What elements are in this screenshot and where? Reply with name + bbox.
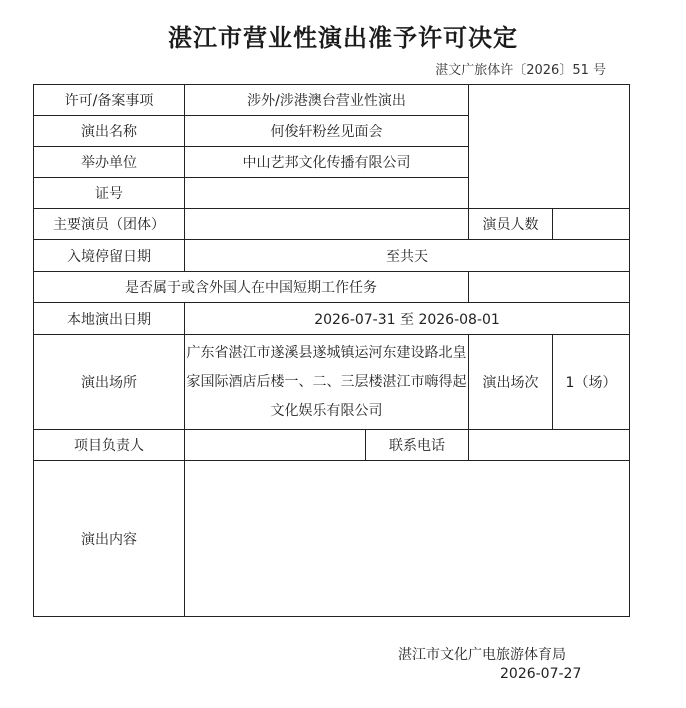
venue-label: 演出场所 <box>34 335 185 430</box>
local-dates-value: 2026-07-31 至 2026-08-01 <box>185 303 630 335</box>
license-type-value: 涉外/涉港澳台营业性演出 <box>185 85 469 116</box>
permit-form-table <box>33 84 630 617</box>
row-stay-dates <box>34 240 630 272</box>
foreign-work-value <box>469 272 630 303</box>
sessions-value: 1（场） <box>553 335 630 430</box>
manager-value <box>185 430 366 461</box>
issue-date: 2026-07-27 <box>500 666 582 682</box>
content-value <box>185 461 630 617</box>
document-number: 湛文广旅体许〔2026〕51 号 <box>435 63 606 78</box>
performer-count-label: 演员人数 <box>469 209 553 240</box>
local-dates-label: 本地演出日期 <box>34 303 185 335</box>
row-venue <box>34 335 630 430</box>
main-performers-value <box>185 209 469 240</box>
cert-no-value <box>185 178 469 209</box>
phone-label: 联系电话 <box>366 430 469 461</box>
cert-no-label: 证号 <box>34 178 185 209</box>
foreign-work-label: 是否属于或含外国人在中国短期工作任务 <box>34 272 469 303</box>
show-name-label: 演出名称 <box>34 116 185 147</box>
venue-value: 广东省湛江市遂溪县遂城镇运河东建设路北皇家国际酒店后楼一、二、三层楼湛江市嗨得起文化娱乐有限公司 <box>185 335 469 430</box>
document-title: 湛江市营业性演出准予许可决定 <box>168 24 518 52</box>
blank-photo-area <box>469 85 630 209</box>
show-name-value: 何俊轩粉丝见面会 <box>185 116 469 147</box>
stay-dates-value: 至共天 <box>185 240 630 272</box>
main-performers-label: 主要演员（团体） <box>34 209 185 240</box>
sessions-label: 演出场次 <box>469 335 553 430</box>
row-content <box>34 461 630 617</box>
manager-label: 项目负责人 <box>34 430 185 461</box>
content-label: 演出内容 <box>34 461 185 617</box>
row-foreign-work <box>34 272 630 303</box>
issuer-name: 湛江市文化广电旅游体育局 <box>398 647 566 663</box>
row-manager <box>34 430 630 461</box>
stay-dates-label: 入境停留日期 <box>34 240 185 272</box>
organizer-value: 中山艺邦文化传播有限公司 <box>185 147 469 178</box>
performer-count-value <box>553 209 630 240</box>
license-type-label: 许可/备案事项 <box>34 85 185 116</box>
row-local-dates <box>34 303 630 335</box>
phone-value <box>469 430 630 461</box>
row-license-type <box>34 85 630 116</box>
row-performers <box>34 209 630 240</box>
organizer-label: 举办单位 <box>34 147 185 178</box>
